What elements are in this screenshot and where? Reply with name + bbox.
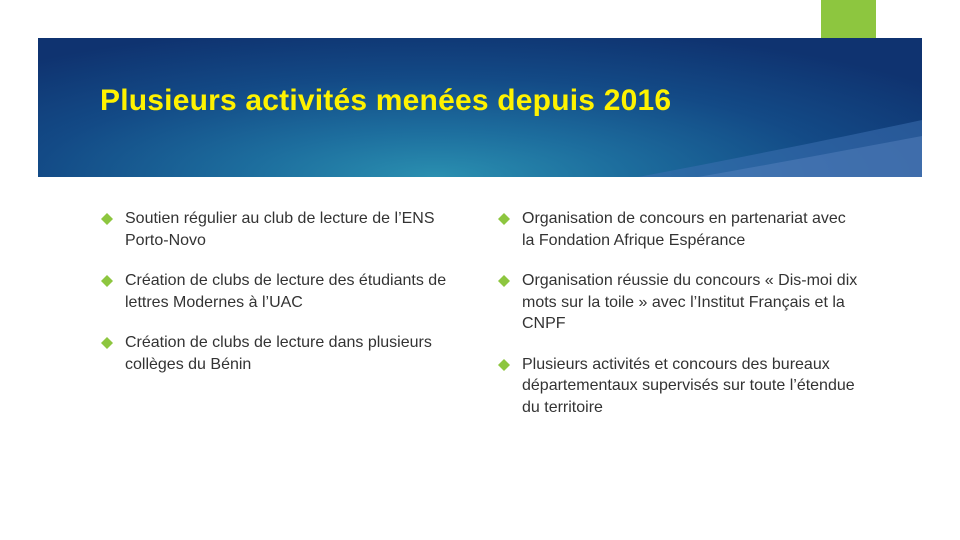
bullet-item	[498, 354, 858, 419]
bullet-text: Soutien régulier au club de lecture de l’ENS Porto-Novo	[125, 210, 435, 249]
bullet-text: Organisation réussie du concours « Dis-moi dix mots sur la toile » avec l’Institut Français et la CNPF	[522, 272, 858, 332]
diamond-bullet-icon	[498, 213, 510, 225]
diamond-bullet-icon	[101, 275, 113, 287]
right-bullet-list	[498, 208, 858, 437]
bullet-item	[498, 270, 858, 335]
slide-title: Plusieurs activités menées depuis 2016	[100, 84, 672, 117]
bullet-item	[101, 332, 471, 375]
bullet-text: Création de clubs de lecture dans plusieurs collèges du Bénin	[125, 334, 432, 373]
left-bullet-list	[101, 208, 471, 394]
bullet-text: Organisation de concours en partenariat avec la Fondation Afrique Espérance	[522, 210, 846, 249]
bullet-item	[101, 208, 471, 251]
diamond-bullet-icon	[101, 213, 113, 225]
bullet-item	[498, 208, 858, 251]
bullet-text: Création de clubs de lecture des étudiants de lettres Modernes à l’UAC	[125, 272, 447, 311]
diamond-bullet-icon	[498, 275, 510, 287]
diamond-bullet-icon	[498, 359, 510, 371]
diamond-bullet-icon	[101, 337, 113, 349]
bullet-text: Plusieurs activités et concours des bureaux départementaux supervisés sur toute l’étendue du territoire	[522, 355, 855, 416]
bullet-item	[101, 270, 471, 313]
